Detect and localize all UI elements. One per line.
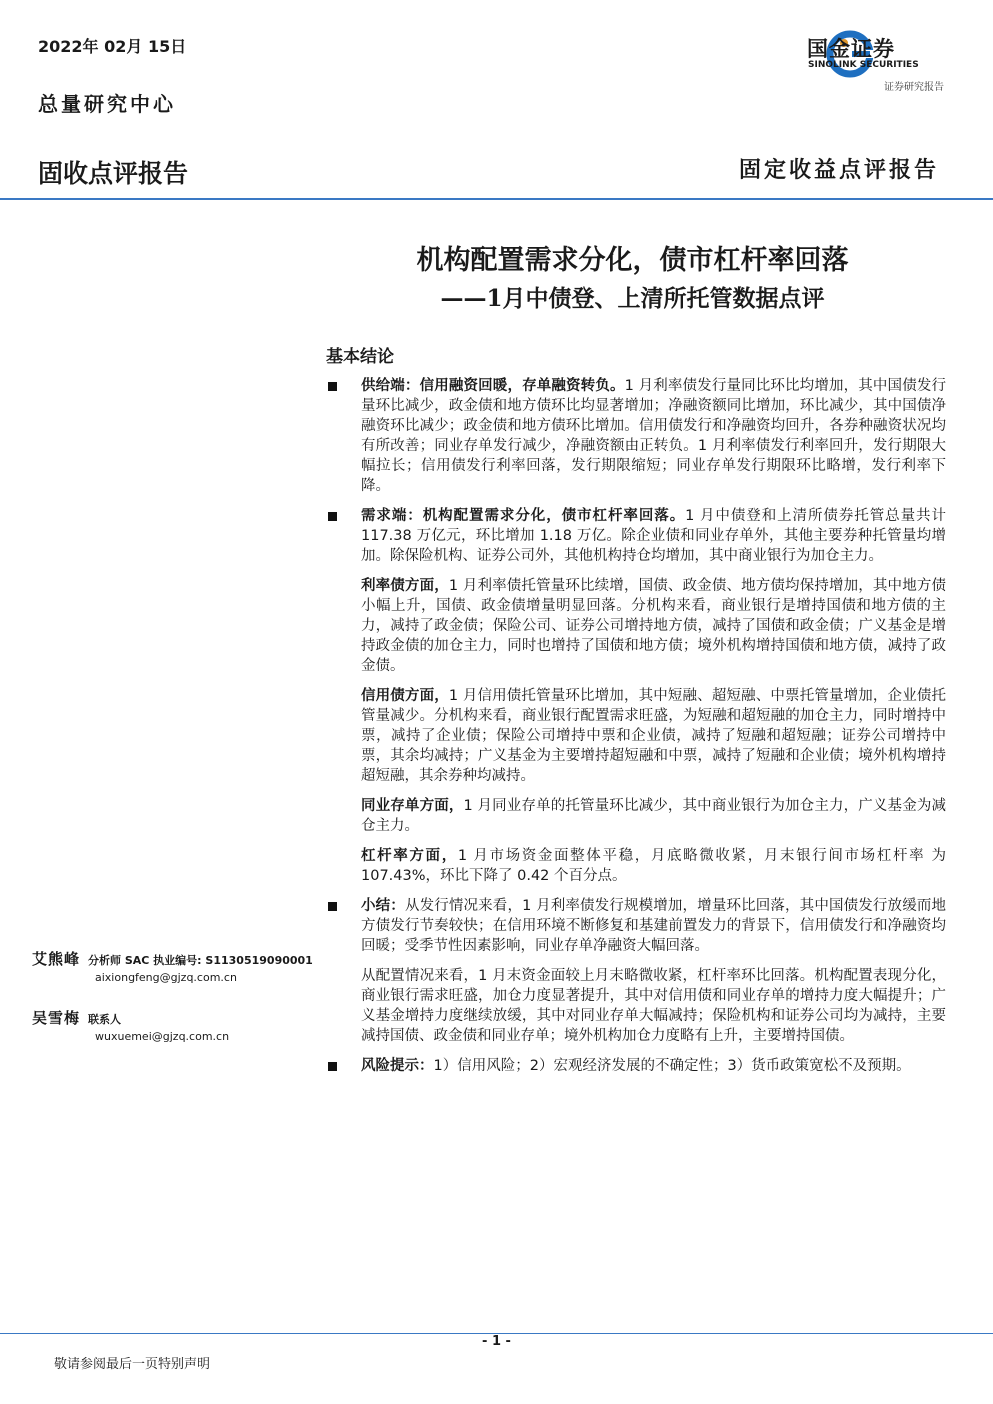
logo-subtitle: 证券研究报告 <box>884 82 944 93</box>
bullet-lead: 小结： <box>361 898 405 914</box>
bullet-square-icon <box>326 376 361 496</box>
paragraph-text: 1 月市场资金面整体平稳，月底略微收紧，月末银行间市场杠杆率 为 107.43%，环比下降了 0.42 个百分点。 <box>361 848 946 884</box>
page-number: - 1 - <box>482 1334 511 1349</box>
header-divider <box>0 198 993 200</box>
conclusions-body <box>326 376 946 1087</box>
paragraph-lead: 利率债方面， <box>361 578 449 594</box>
logo-name-cn: 国金证券 <box>807 37 895 61</box>
contact-card <box>32 1007 229 1043</box>
bullet-item-summary <box>326 896 946 956</box>
analyst-card <box>32 948 313 984</box>
bullet-square-icon <box>326 506 361 566</box>
paragraph-text: 从配置情况来看，1 月末资金面较上月末略微收紧，杠杆率环比回落。机构配置表现分化，商业银行需求旺盛，加仓力度显著提升，其中对信用债和同业存单的增持力度大幅提升；广义基金增持力度继续放缓，其中对同业存单大幅减持；保险机构和证券公司均为减持，主要减持国债、政金债和同业存单；境外机构加仓力度略有上升，主要增持国债。 <box>361 968 946 1044</box>
report-type-right: 固定收益点评报告 <box>738 157 939 183</box>
contact-title: 联系人 <box>88 1013 122 1026</box>
paragraph-lead: 杠杆率方面， <box>361 848 458 864</box>
paragraph-allocation <box>361 966 946 1046</box>
contact-name: 吴雪梅 <box>32 1009 81 1027</box>
report-subtitle: ——1月中债登、上清所托管数据点评 <box>440 285 825 312</box>
analyst-name: 艾熊峰 <box>32 950 81 968</box>
bullet-square-icon <box>326 896 361 956</box>
bullet-text: 1）信用风险；2）宏观经济发展的不确定性；3）货币政策宽松不及预期。 <box>433 1058 911 1074</box>
bullet-lead: 需求端：机构配置需求分化，债市杠杆率回落。 <box>361 508 686 524</box>
bullet-lead: 供给端：信用融资回暖，存单融资转负。 <box>361 378 625 394</box>
paragraph-lead: 同业存单方面， <box>361 798 464 814</box>
section-heading: 基本结论 <box>326 347 394 367</box>
analyst-title: 分析师 SAC 执业编号: S1130519090001 <box>88 954 313 967</box>
bullet-item-risk <box>326 1056 946 1077</box>
logo-name-en: SINOLINK SECURITIES <box>808 60 919 70</box>
bullet-square-icon <box>326 1056 361 1077</box>
bullet-text: 1 月利率债发行量同比环比均增加，其中国债发行量环比减少，政金债和地方债环比均显著增加；净融资额同比增加，环比减少，其中国债净融资环比减少；政金债和地方债环比增加。信用债发行和净融资均回升，各券种融资状况均有所改善；同业存单发行减少，净融资额由正转负。1 月利率债发行利率回升，发行期限大幅拉长；信用债发行利率回落，发行期限缩短；同业存单发行期限环比略增，发行利率下降。 <box>361 378 946 494</box>
bullet-text: 1 月中债登和上清所债券托管总量共计 117.38 万亿元，环比增加 1.18 万亿。除企业债和同业存单外，其他主要券种托管量均增加。除保险机构、证券公司外，其他机构持仓均增加，其中商业银行为加仓主力。 <box>361 508 946 564</box>
bullet-lead: 风险提示： <box>361 1058 434 1074</box>
report-title: 机构配置需求分化，债市杠杆率回落 <box>416 245 849 276</box>
paragraph-leverage <box>361 846 946 886</box>
contact-email[interactable]: wuxuemei@gjzq.com.cn <box>95 1030 230 1043</box>
paragraph-text: 1 月利率债托管量环比续增，国债、政金债、地方债均保持增加，其中地方债小幅上升，国债、政金债增量明显回落。分机构来看，商业银行是增持国债和地方债的主力，减持了政金债；保险公司、证券公司增持地方债，减持了国债和政金债；广义基金是增持政金债的加仓主力，同时也增持了国债和地方债；境外机构增持国债和地方债，减持了政金债。 <box>361 578 946 674</box>
report-date: 2022年 02月 15日 <box>38 37 187 56</box>
bullet-text: 从发行情况来看，1 月利率债发行规模增加，增量环比回落，其中国债发行放缓而地方债发行节奏较快；在信用环境不断修复和基建前置发力的背景下，信用债发行和净融资均回暖；受季节性因素影响，同业存单净融资大幅回落。 <box>361 898 946 954</box>
disclaimer-note: 敬请参阅最后一页特别声明 <box>54 1357 211 1372</box>
paragraph-ncd <box>361 796 946 836</box>
report-type-left: 固收点评报告 <box>38 159 189 188</box>
paragraph-credit <box>361 686 946 786</box>
paragraph-text: 1 月同业存单的托管量环比减少，其中商业银行为加仓主力，广义基金为减仓主力。 <box>361 798 946 834</box>
bullet-item-demand <box>326 506 946 566</box>
analyst-email[interactable]: aixiongfeng@gjzq.com.cn <box>95 971 237 984</box>
paragraph-lead: 信用债方面， <box>361 688 449 704</box>
paragraph-rates <box>361 576 946 676</box>
research-center: 总量研究中心 <box>38 92 176 116</box>
paragraph-text: 1 月信用债托管量环比增加，其中短融、超短融、中票托管量增加，企业债托管量减少。分机构来看，商业银行配置需求旺盛，为短融和超短融的加仓主力，同时增持中票，减持了企业债；保险公司增持中票和企业债，减持了短融和超短融；证券公司增持中票，其余均减持；广义基金为主要增持超短融和中票，减持了短融和企业债；境外机构增持超短融，其余券种均减持。 <box>361 688 946 784</box>
bullet-item-supply <box>326 376 946 496</box>
